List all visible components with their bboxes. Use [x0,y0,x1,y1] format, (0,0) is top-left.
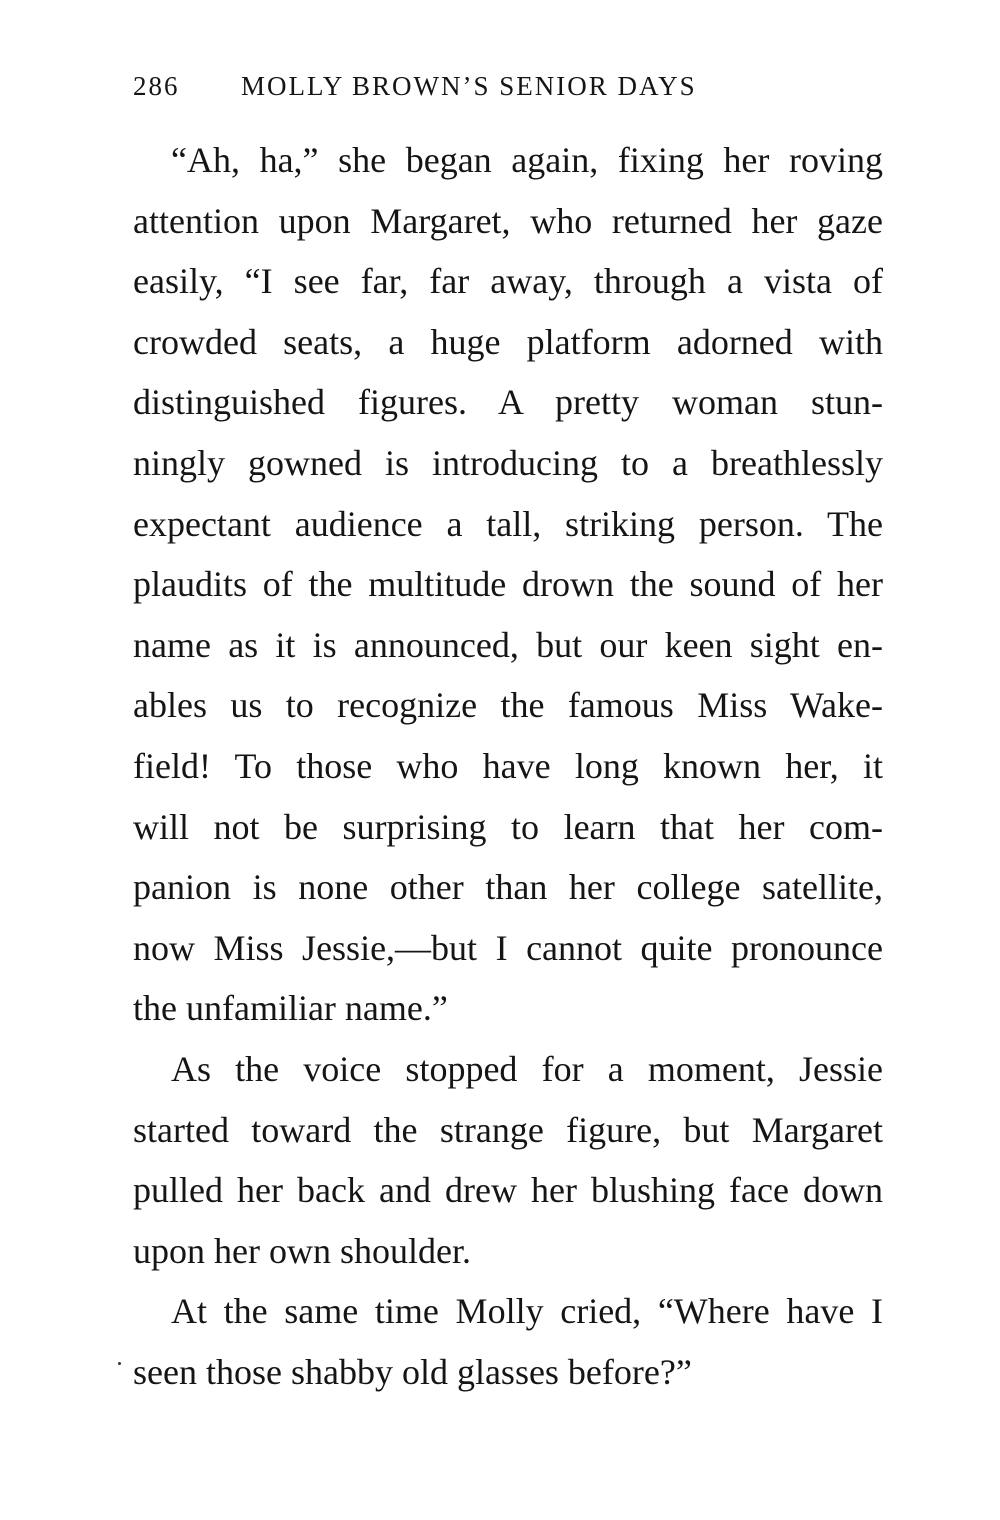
text-line: will not be surprising to learn that her com- [133,806,883,847]
text-line: plaudits of the multitude drown the sound of her [133,564,883,605]
text-line: started toward the strange figure, but Margaret [133,1109,883,1150]
text-line: crowded seats, a huge platform adorned with [133,321,883,362]
text-line: ningly gowned is introducing to a breathlessly [133,442,883,483]
text-line: attention upon Margaret, who returned her gaze [133,200,883,241]
body-text [133,130,883,1402]
text-line: upon her own shoulder. [133,1230,471,1271]
text-line: As the voice stopped for a moment, Jessie [171,1048,883,1089]
text-line: pulled her back and drew her blushing face down [133,1170,883,1211]
text-line: seen those shabby old glasses before?” [133,1351,692,1392]
text-line: field! To those who have long known her, it [133,745,883,786]
text-line: now Miss Jessie,—but I cannot quite pronounce [133,927,883,968]
text-line: expectant audience a tall, striking person. The [133,503,883,544]
scan-speck [118,1362,121,1365]
text-line: ables us to recognize the famous Miss Wake- [133,685,883,726]
running-head [133,71,783,102]
text-line: panion is none other than her college satellite, [133,867,883,908]
text-line: easily, “I see far, far away, through a vista of [133,261,883,302]
book-title: MOLLY BROWN’S SENIOR DAYS [241,71,697,101]
text-line: “Ah, ha,” she began again, fixing her roving [171,140,883,180]
text-line: the unfamiliar name.” [133,988,448,1029]
text-line: name as it is announced, but our keen sight en- [133,624,883,665]
text-line: distinguished figures. A pretty woman stun- [133,382,883,423]
text-line: At the same time Molly cried, “Where have I [171,1291,883,1332]
page-number: 286 [133,71,180,101]
